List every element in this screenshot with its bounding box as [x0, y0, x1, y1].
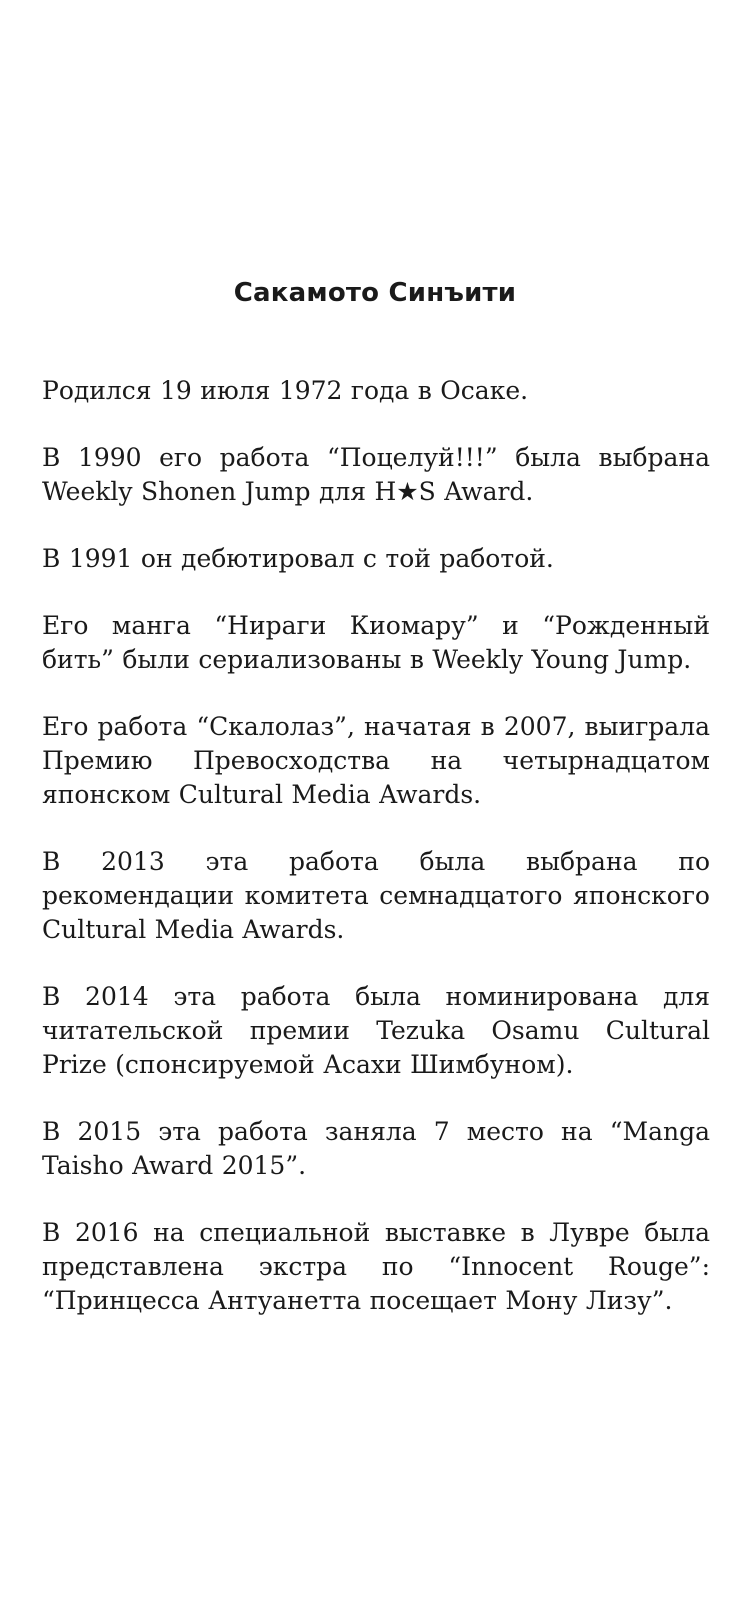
bio-paragraph-2013: В 2013 эта работа была выбрана по рекомендации комитета семнадцатого японского Cultural Media Awards. [42, 847, 710, 944]
bio-text [42, 374, 710, 1351]
bio-paragraph-1991: В 1991 он дебютировал с той работой. [42, 544, 554, 573]
bio-paragraph-birth: Родился 19 июля 1972 года в Осаке. [42, 376, 529, 405]
bio-paragraph-2014: В 2014 эта работа была номинирована для читательской премии Tezuka Osamu Cultural Prize (спонсируемой Асахи Шимбуном). [42, 982, 710, 1079]
bio-paragraph-2016: В 2016 на специальной выставке в Лувре была представлена экстра по “Innocent Rouge”: “Принцесса Антуанетта посещает Мону Лизу”. [42, 1218, 710, 1315]
page-title: Сакамото Синъити [233, 278, 517, 308]
bio-paragraph-2015: В 2015 эта работа заняла 7 место на “Manga Taisho Award 2015”. [42, 1117, 710, 1180]
bio-paragraph-1990: В 1990 его работа “Поцелуй!!!” была выбрана Weekly Shonen Jump для H★S Award. [42, 443, 710, 506]
bio-paragraph-2007: Его работа “Скалолаз”, начатая в 2007, выиграла Премию Превосходства на четырнадцатом японском Cultural Media Awards. [42, 712, 710, 809]
bio-paragraph-serialization: Его манга “Нираги Киомару” и “Рожденный бить” были сериализованы в Weekly Young Jump. [42, 611, 710, 674]
